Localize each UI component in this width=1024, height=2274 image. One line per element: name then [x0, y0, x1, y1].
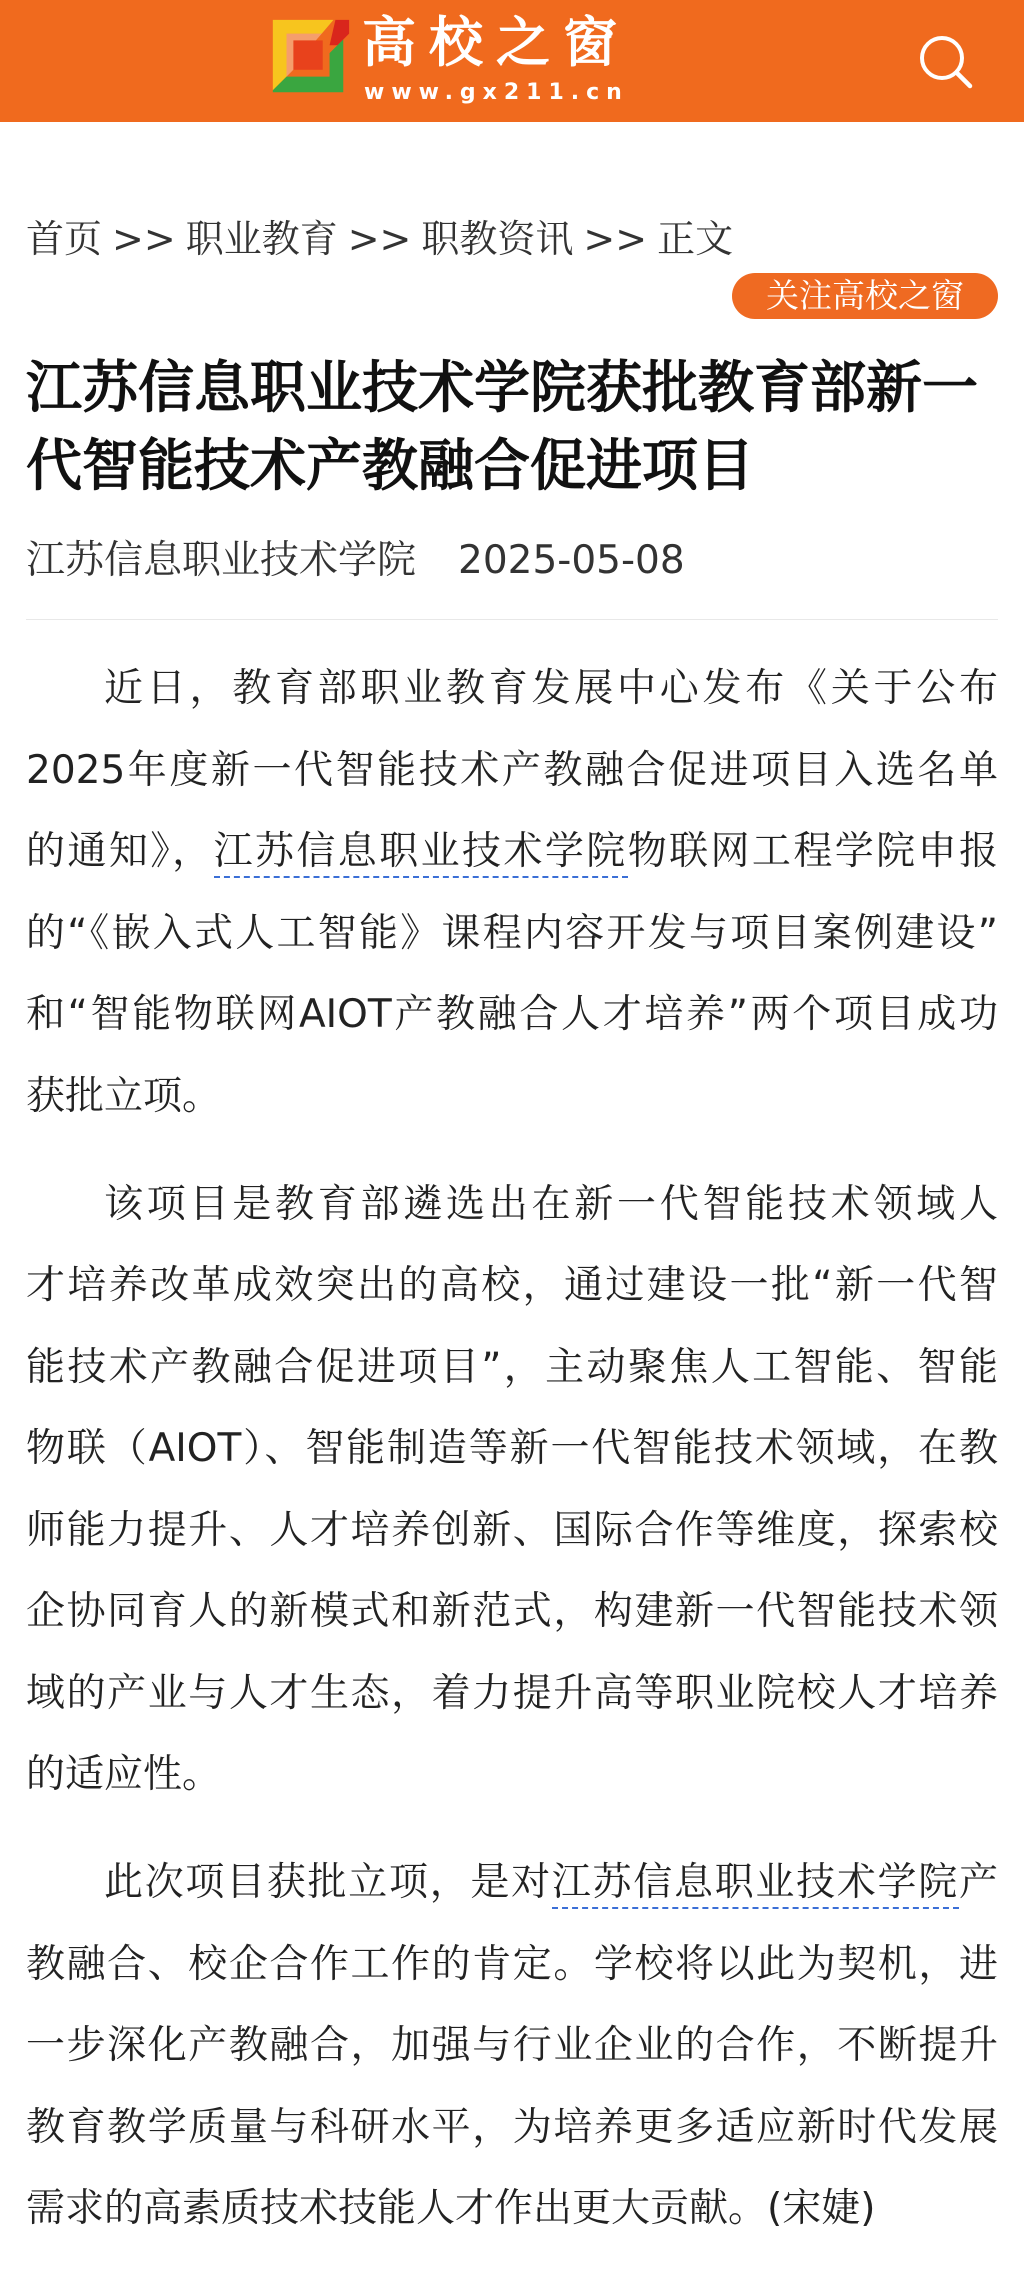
paragraph-line: 师能力提升、人才培养创新、国际合作等维度，探索校: [26, 1507, 998, 1553]
follow-button[interactable]: 关注高校之窗: [732, 273, 998, 319]
paragraph-line: [26, 811, 998, 893]
article-paragraph: [26, 1164, 998, 1816]
article-date: 2025-05-08: [458, 538, 685, 583]
paragraph-line: 教育教学质量与科研水平，为培养更多适应新时代发展: [26, 2104, 998, 2150]
paragraph-line: 2025年度新一代智能技术产教融合促进项目入选名单: [26, 747, 998, 793]
breadcrumb-vocational-news[interactable]: 职教资讯: [421, 217, 574, 261]
paragraph-line: 企协同育人的新模式和新范式，构建新一代智能技术领: [26, 1589, 998, 1634]
line-text: 此次项目获批立项，是对: [104, 1860, 552, 1905]
paragraph-line: 域的产业与人才生态，着力提升高等职业院校人才培养: [26, 1670, 998, 1716]
line-text: 的通知》，: [26, 829, 214, 874]
gx211-logo-icon: [265, 14, 355, 104]
article-source: 江苏信息职业技术学院: [26, 538, 417, 583]
site-header: [0, 0, 1024, 122]
line-text: 产: [958, 1860, 998, 1905]
school-link[interactable]: 江苏信息职业技术学院: [214, 829, 628, 878]
school-link[interactable]: 江苏信息职业技术学院: [552, 1860, 959, 1909]
paragraph-line: 需求的高素质技术技能人才作出更大贡献。(宋婕): [26, 2186, 876, 2231]
site-logo[interactable]: [263, 0, 643, 122]
article-body: [26, 648, 998, 2274]
site-name: 高校之窗: [362, 11, 630, 74]
breadcrumb-home[interactable]: 首页: [26, 217, 103, 261]
paragraph-line: 能技术产教融合促进项目”，主动聚焦人工智能、智能: [26, 1344, 998, 1390]
article-paragraph: [26, 1842, 998, 2250]
line-text: 物联网工程学院申报: [627, 829, 998, 874]
breadcrumb-separator: >>: [112, 217, 176, 261]
search-icon[interactable]: [914, 30, 976, 92]
breadcrumb: [26, 210, 733, 268]
paragraph-line: 物联（AIOT）、智能制造等新一代智能技术领域，在教: [26, 1426, 998, 1471]
breadcrumb-current: 正文: [657, 217, 734, 261]
paragraph-line: 教融合、校企合作工作的肯定。学校将以此为契机，进: [26, 1941, 998, 1987]
article-title: 江苏信息职业技术学院获批教育部新一代智能技术产教融合促进项目: [26, 356, 978, 499]
paragraph-line: 的适应性。: [26, 1752, 222, 1797]
paragraph-line: 才培养改革成效突出的高校，通过建设一批“新一代智: [26, 1263, 998, 1308]
divider: [26, 619, 998, 620]
site-url: www.gx211.cn: [364, 80, 629, 105]
paragraph-line: 的“《嵌入式人工智能》课程内容开发与项目案例建设”: [26, 910, 998, 956]
breadcrumb-vocational-education[interactable]: 职业教育: [185, 217, 338, 261]
paragraph-line: 和“智能物联网AIOT产教融合人才培养”两个项目成功: [26, 992, 998, 1037]
paragraph-line: 近日，教育部职业教育发展中心发布《关于公布: [104, 666, 998, 711]
paragraph-line: 该项目是教育部遴选出在新一代智能技术领域人: [104, 1181, 998, 1227]
paragraph-line: [26, 1842, 998, 1924]
paragraph-line: 获批立项。: [26, 1073, 222, 1119]
article-paragraph: [26, 648, 998, 1137]
breadcrumb-separator: >>: [583, 217, 648, 261]
paragraph-line: 一步深化产教融合，加强与行业企业的合作，不断提升: [26, 2023, 998, 2068]
article-meta: [26, 533, 685, 589]
breadcrumb-separator: >>: [347, 217, 412, 261]
